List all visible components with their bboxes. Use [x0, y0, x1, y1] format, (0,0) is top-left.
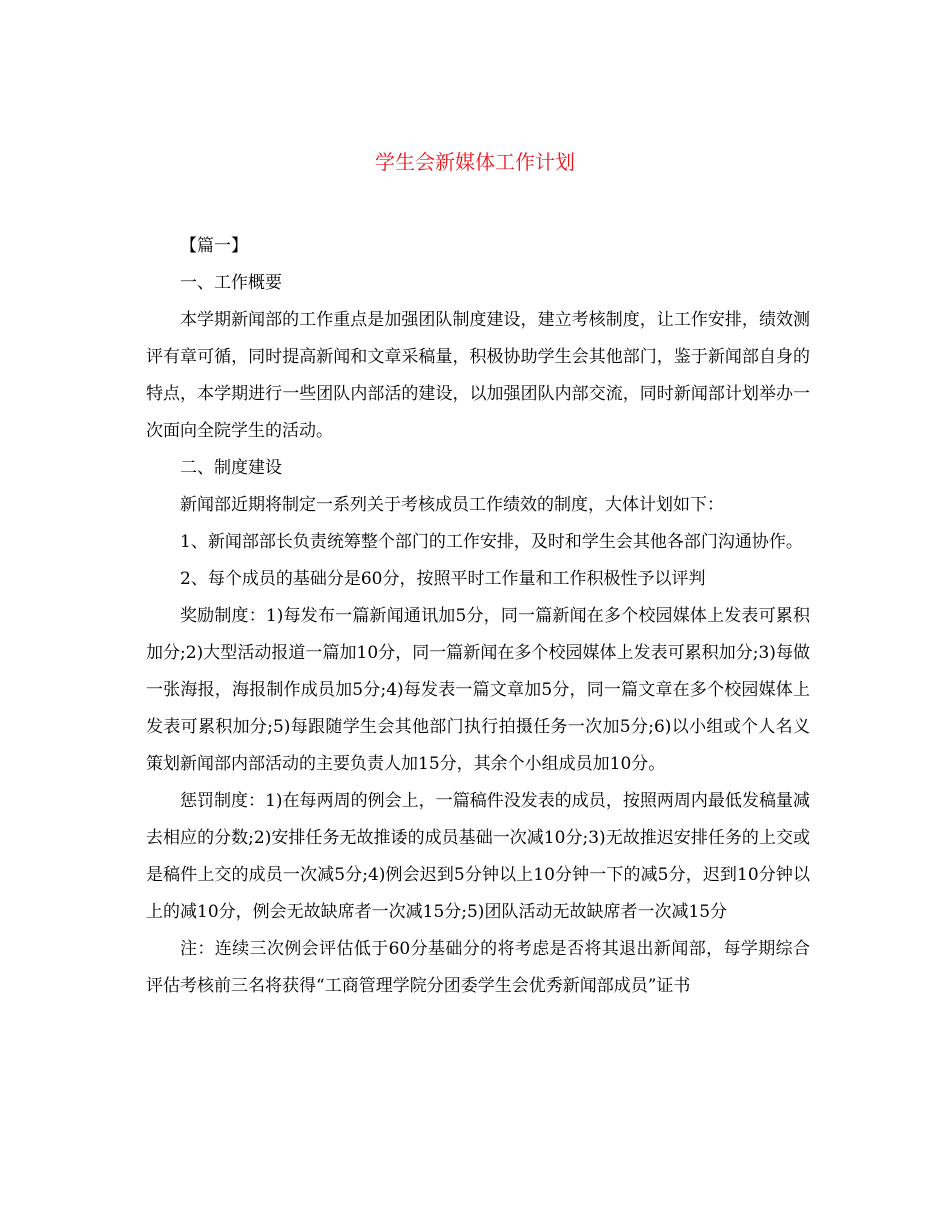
heading-system: 二、制度建设	[180, 458, 282, 478]
paragraph-system-intro: 新闻部近期将制定一系列关于考核成员工作绩效的制度，大体计划如下：	[180, 495, 724, 515]
paragraph-item-1: 1、新闻部部长负责统筹整个部门的工作安排，及时和学生会其他各部门沟通协作。	[180, 532, 803, 552]
paragraph-rewards: 奖励制度：1)每发布一篇新闻通讯加5分，同一篇新闻在多个校园媒体上发表可累积加分;2)大型活动报道一篇加10分，同一篇新闻在多个校园媒体上发表可累积加分;3)每做一张海报，海报制作成员加5分;4)每发表一篇文章加5分，同一篇文章在多个校园媒体上发表可累积加分;5)每跟随学生会其他部门执行拍摄任务一次加5分;6)以小组或个人名义策划新闻部内部活动的主要负责人加15分，其余个小组成员加10分。	[146, 606, 810, 774]
paragraph-note: 注：连续三次例会评估低于60分基础分的将考虑是否将其退出新闻部，每学期综合评估考核前三名将获得“工商管理学院分团委学生会优秀新闻部成员”证书	[146, 939, 810, 996]
document-title: 学生会新媒体工作计划	[375, 150, 575, 174]
document-body	[146, 228, 810, 1005]
heading-overview: 一、工作概要	[180, 273, 282, 293]
paragraph-penalties: 惩罚制度：1)在每两周的例会上，一篇稿件没发表的成员，按照两周内最低发稿量减去相应的分数;2)安排任务无故推诿的成员基础一次减10分;3)无故推迟安排任务的上交或是稿件上交的成员一次减5分;4)例会迟到5分钟以上10分钟一下的减5分，迟到10分钟以上的减10分，例会无故缺席者一次减15分;5)团队活动无故缺席者一次减15分	[146, 791, 810, 922]
paragraph-item-2: 2、每个成员的基础分是60分，按照平时工作量和工作积极性予以评判	[180, 569, 706, 589]
section-marker: 【篇一】	[180, 236, 248, 256]
paragraph-overview: 本学期新闻部的工作重点是加强团队制度建设，建立考核制度，让工作安排，绩效测评有章可循，同时提高新闻和文章采稿量，积极协助学生会其他部门，鉴于新闻部自身的特点，本学期进行一些团队内部活的建设，以加强团队内部交流，同时新闻部计划举办一次面向全院学生的活动。	[146, 310, 810, 441]
